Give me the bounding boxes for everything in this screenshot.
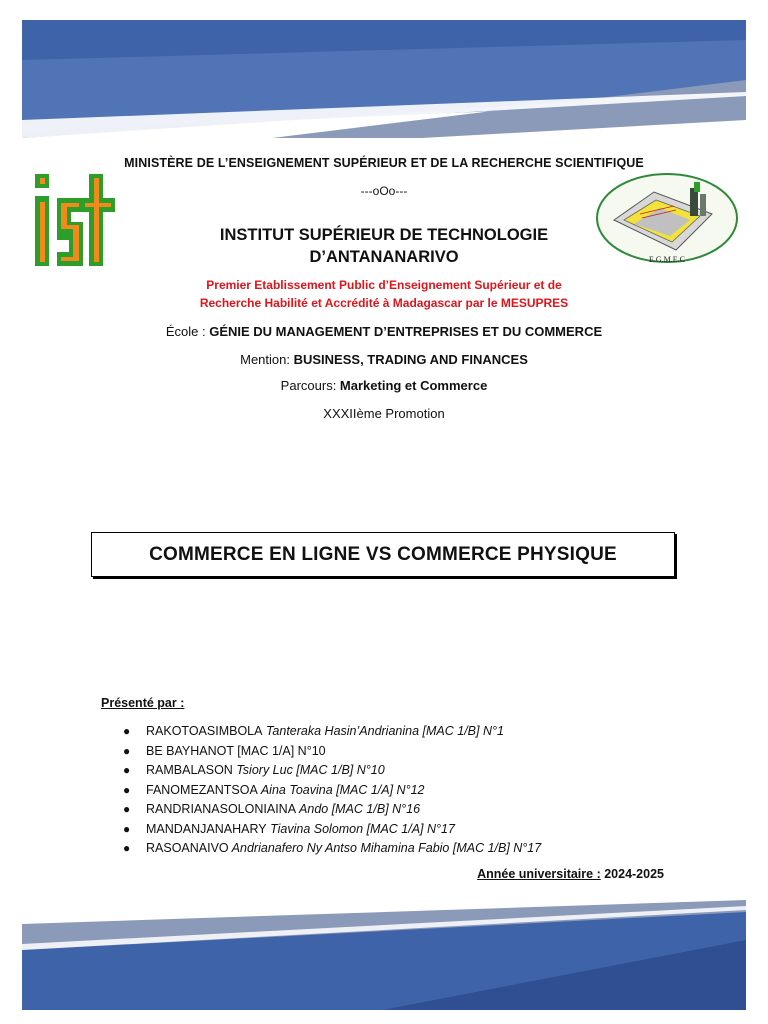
mention-label: Mention:	[240, 352, 294, 367]
parcours-value: Marketing et Commerce	[339, 378, 488, 393]
separator-text: ---oOo---	[360, 184, 408, 198]
parcours-line	[0, 378, 768, 393]
ecole-label: École :	[165, 324, 210, 339]
parcours-label: Parcours:	[280, 378, 340, 393]
bullet-icon: ●	[123, 821, 131, 836]
ministry-heading: MINISTÈRE DE L’ENSEIGNEMENT SUPÉRIEUR ET DE LA RECHERCHE SCIENTIFIQUE	[124, 156, 644, 170]
bullet-icon: ●	[123, 724, 131, 738]
list-item: ● BE BAYHANOT [MAC 1/A] N°10	[120, 742, 541, 762]
presented-by-label: Présenté par :	[101, 696, 185, 710]
list-item: ● FANOMEZANTSOA Aina Toavina [MAC 1/A] N°12	[120, 781, 541, 801]
student-list	[120, 722, 541, 859]
institute-description	[0, 276, 768, 312]
academic-year-label: Année universitaire :	[477, 867, 601, 881]
ecole-line	[0, 324, 768, 339]
bullet-icon: ●	[123, 782, 131, 797]
institute-name	[0, 224, 768, 268]
bullet-icon: ●	[123, 743, 131, 758]
list-item: ● RAKOTOASIMBOLA Tanteraka Hasin’Andrianina [MAC 1/B] N°1	[120, 722, 541, 742]
list-item: ● MANDANJANAHARY Tiavina Solomon [MAC 1/A] N°17	[120, 820, 541, 840]
bullet-icon: ●	[123, 802, 131, 816]
top-decorative-banner	[22, 20, 746, 138]
promotion-text: XXXIIème Promotion	[323, 406, 445, 421]
institute-line-2: D’ANTANANARIVO	[309, 248, 459, 266]
document-title: COMMERCE EN LIGNE VS COMMERCE PHYSIQUE	[91, 532, 675, 577]
description-line-2: Recherche Habilité et Accrédité à Madagascar par le MESUPRES	[199, 296, 569, 310]
bullet-icon: ●	[123, 763, 131, 777]
egmec-caption: E.G.M.E.C	[649, 255, 685, 264]
bottom-decorative-banner	[22, 900, 746, 1010]
ecole-value: GÉNIE DU MANAGEMENT D’ENTREPRISES ET DU COMMERCE	[209, 324, 603, 339]
list-item: ● RAMBALASON Tsiory Luc [MAC 1/B] N°10	[120, 761, 541, 781]
institute-line-1: INSTITUT SUPÉRIEUR DE TECHNOLOGIE	[219, 226, 549, 244]
mention-value: BUSINESS, TRADING AND FINANCES	[293, 352, 528, 367]
list-item: ● RANDRIANASOLONIAINA Ando [MAC 1/B] N°16	[120, 800, 541, 820]
academic-year	[477, 867, 664, 881]
list-item: ● RASOANAIVO Andrianafero Ny Antso Mihamina Fabio [MAC 1/B] N°17	[120, 839, 541, 859]
mention-line	[0, 352, 768, 367]
bullet-icon: ●	[123, 841, 131, 855]
academic-year-value: 2024-2025	[600, 867, 664, 881]
description-line-1: Premier Etablissement Public d’Enseignement Supérieur et de	[206, 278, 562, 292]
